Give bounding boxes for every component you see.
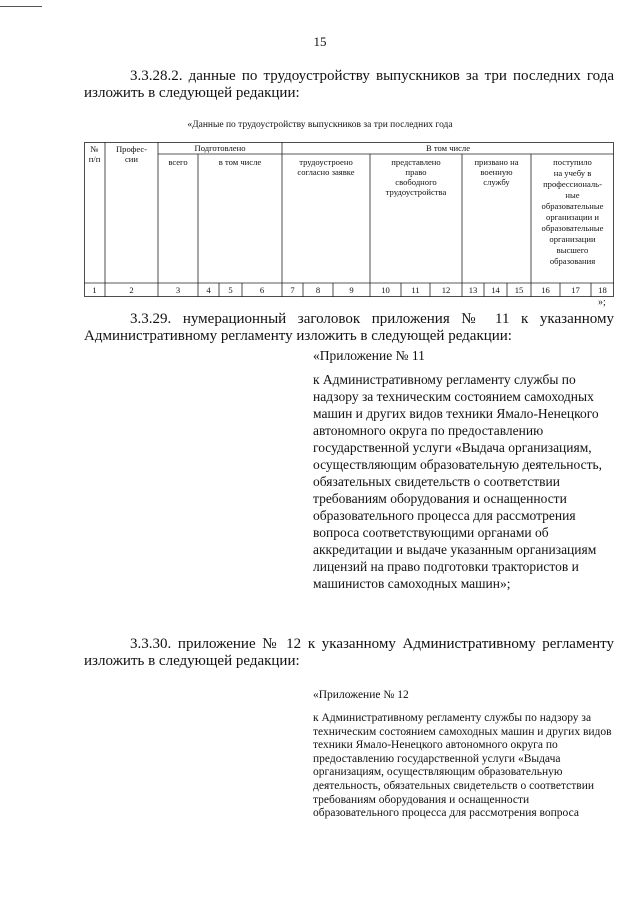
hdr-num-1: № bbox=[90, 144, 99, 154]
hdr-free-job-4: трудоустройства bbox=[385, 187, 447, 197]
hdr-profession-2: сии bbox=[124, 154, 139, 164]
hdr-army-2: военную bbox=[480, 167, 513, 177]
appendix-11-title: «Приложение № 11 bbox=[313, 348, 425, 363]
col-number: 2 bbox=[129, 285, 134, 295]
table-end-mark: »; bbox=[598, 297, 606, 308]
section-3-3-28-2-text: 3.3.28.2. данные по трудоустройству выпускников за три последних года изложить в следующей редакции: bbox=[84, 68, 614, 101]
col-number: 7 bbox=[290, 285, 295, 295]
corner-scan-mark bbox=[0, 6, 42, 7]
col-number: 13 bbox=[468, 285, 478, 295]
appendix-11-body: к Административному регламенту службы по надзору за техническим состоянием самоходных машин и других видов техники Ямало-Ненецкого автономного округа по предоставлению государственной услуги «Выдача организациям, осуществляющим образовательную деятельность, обязательных свидетельств о соответствии требованиям оборудования и оснащенности образовательного процесса для рассмотрения вопроса соответствующими органами об аккредитации и выдаче указанным организациям лицензий на право подготовки трактористов и машинистов самоходных машин»; bbox=[313, 372, 603, 591]
employment-table bbox=[84, 142, 614, 297]
col-number: 1 bbox=[92, 285, 97, 295]
hdr-army-3: службу bbox=[483, 177, 510, 187]
hdr-study-9: высшего bbox=[556, 245, 589, 255]
hdr-study-1: поступило bbox=[553, 157, 592, 167]
hdr-free-job-1: представлено bbox=[391, 157, 441, 167]
hdr-free-job-2: право bbox=[405, 167, 427, 177]
col-number: 10 bbox=[381, 285, 390, 295]
col-number: 5 bbox=[228, 285, 233, 295]
hdr-army-1: призвано на bbox=[474, 157, 519, 167]
hdr-num-2: п/п bbox=[88, 154, 101, 164]
hdr-in-that: в том числе bbox=[218, 157, 262, 167]
hdr-study-10: образования bbox=[549, 256, 596, 266]
col-number: 8 bbox=[315, 285, 321, 295]
table-caption: «Данные по трудоустройству выпускников за три последних года bbox=[187, 120, 453, 130]
col-number: 14 bbox=[491, 285, 500, 295]
col-number: 6 bbox=[259, 285, 265, 295]
hdr-study-5: образовательные bbox=[541, 201, 604, 211]
hdr-study-2: на учебу в bbox=[553, 168, 592, 178]
col-number: 18 bbox=[598, 285, 607, 295]
col-number: 15 bbox=[514, 285, 524, 295]
col-number: 4 bbox=[206, 285, 211, 295]
section-3-3-29-text: 3.3.29. нумерационный заголовок приложения № 11 к указанному Административному регламенту изложить в следующей редакции: bbox=[84, 311, 614, 344]
hdr-study-4: ные bbox=[565, 190, 580, 200]
hdr-employed-1: трудоустроено bbox=[299, 157, 353, 167]
section-3-3-30-text: 3.3.30. приложение № 12 к указанному Административному регламенту изложить в следующей редакции: bbox=[84, 636, 614, 669]
appendix-12-title: «Приложение № 12 bbox=[313, 689, 409, 701]
hdr-profession-1: Профес- bbox=[115, 144, 148, 154]
col-number: 3 bbox=[175, 285, 181, 295]
col-number: 9 bbox=[349, 285, 354, 295]
hdr-study-6: организации и bbox=[546, 212, 599, 222]
hdr-prepared: Подготовлено bbox=[194, 143, 246, 153]
hdr-study-8: организации bbox=[549, 234, 596, 244]
col-number: 11 bbox=[411, 285, 420, 295]
employment-table-grid bbox=[84, 142, 614, 297]
hdr-including: В том числе bbox=[425, 143, 471, 153]
hdr-total: всего bbox=[168, 157, 188, 167]
hdr-study-3: профессиональ- bbox=[543, 179, 602, 189]
hdr-study-7: образовательные bbox=[541, 223, 604, 233]
col-number: 16 bbox=[541, 285, 550, 295]
col-number: 17 bbox=[571, 285, 580, 295]
hdr-employed-2: согласно заявке bbox=[297, 167, 355, 177]
hdr-free-job-3: свободного bbox=[395, 177, 437, 187]
appendix-12-body: к Административному регламенту службы по надзору за техническим состоянием самоходных машин и других видов техники Ямало-Ненецкого автономного округа по предоставлению государственной услуги «Выдача организациям, осуществляющим образовательную деятельность, обязательных свидетельств о соответствии требованиям оборудования и оснащенности образовательного процесса для рассмотрения вопроса bbox=[313, 712, 612, 820]
page-number: 15 bbox=[313, 34, 327, 49]
col-number: 12 bbox=[441, 285, 451, 295]
